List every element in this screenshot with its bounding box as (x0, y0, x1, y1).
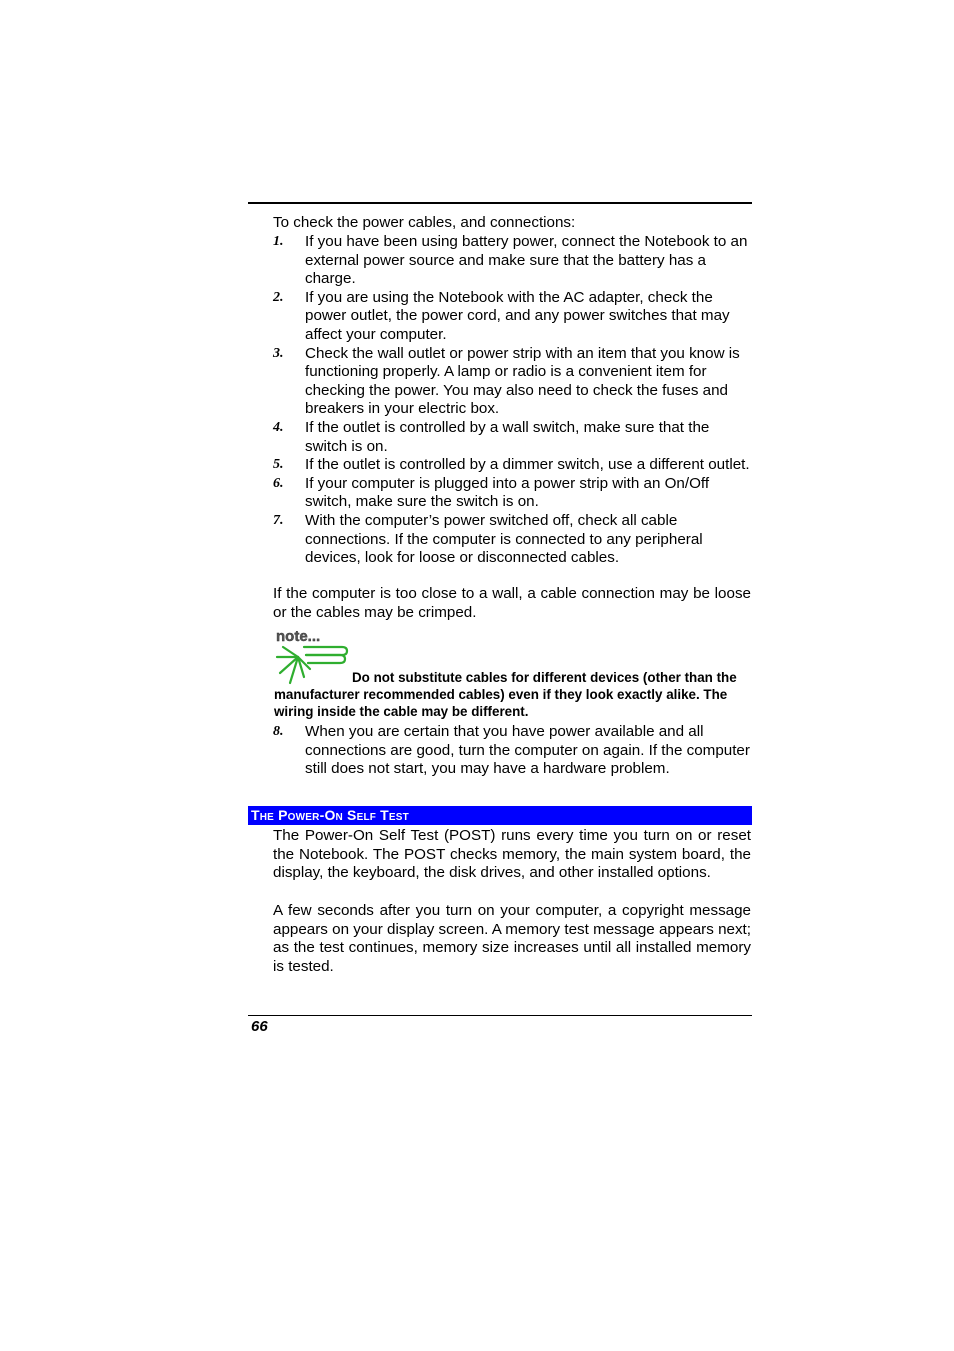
step-text: If the outlet is controlled by a dimmer switch, use a different outlet. (305, 456, 750, 474)
list-item (273, 345, 751, 419)
list-item (273, 289, 751, 345)
step-number: 6. (273, 475, 284, 491)
step-number: 7. (273, 512, 284, 528)
section-heading-bar (248, 806, 752, 825)
section-heading: The Power-On Self Test (251, 807, 409, 823)
step-text: If you are using the Notebook with the AC adapter, check the power outlet, the power cord, and any power switches that may affect your computer. (305, 288, 730, 343)
step-number: 2. (273, 289, 284, 305)
step-text: If you have been using battery power, connect the Notebook to an external power source and make sure that the battery has a charge. (305, 233, 748, 288)
step-text: When you are certain that you have power available and all connections are good, turn the computer on again. If the computer still does not start, you may have a hardware problem. (305, 723, 750, 778)
footer-rule (248, 1015, 752, 1016)
post-paragraph-1: The Power-On Self Test (POST) runs every time you turn on or reset the Notebook. The POST checks memory, the main system board, the display, the keyboard, the disk drives, and other installed options. (273, 827, 751, 882)
list-item (273, 512, 751, 568)
list-item (273, 723, 751, 779)
header-rule (248, 202, 752, 204)
intro-text: To check the power cables, and connections: (273, 214, 576, 231)
note-logo-text: note... (276, 628, 321, 645)
list-item (273, 456, 751, 475)
list-item (273, 233, 751, 289)
step-text: With the computer’s power switched off, check all cable connections. If the computer is connected to any peripheral devices, look for loose or disconnected cables. (305, 511, 703, 567)
page-number: 66 (251, 1018, 268, 1035)
step-number: 8. (273, 724, 284, 739)
list-item (273, 475, 751, 512)
step-text: Check the wall outlet or power strip with an item that you know is functioning properly. A lamp or radio is a convenient item for checking the power. You may also need to check the fuses and breakers in your electric box. (305, 344, 740, 418)
step-number: 1. (273, 234, 284, 249)
step-number: 5. (273, 457, 284, 473)
step-text: If the outlet is controlled by a wall switch, make sure that the switch is on. (305, 418, 710, 455)
step-text: If your computer is plugged into a power strip with an On/Off switch, make sure the switch is on. (305, 474, 710, 511)
step-number: 4. (273, 419, 284, 435)
troubleshoot-steps-continued (273, 723, 751, 779)
cable-warning-paragraph: If the computer is too close to a wall, a cable connection may be loose or the cables may be crimped. (273, 585, 751, 621)
list-item (273, 419, 751, 456)
note-text: Do not substitute cables for different devices (other than the manufacturer recommended cables) even if they look exactly alike. The wiring inside the cable may be different. (274, 670, 737, 719)
post-paragraph-2: A few seconds after you turn on your computer, a copyright message appears on your display screen. A memory test message appears next; as the test continues, memory size increases until all installed memory is tested. (273, 902, 751, 975)
troubleshoot-steps (273, 233, 751, 568)
step-number: 3. (273, 345, 284, 361)
